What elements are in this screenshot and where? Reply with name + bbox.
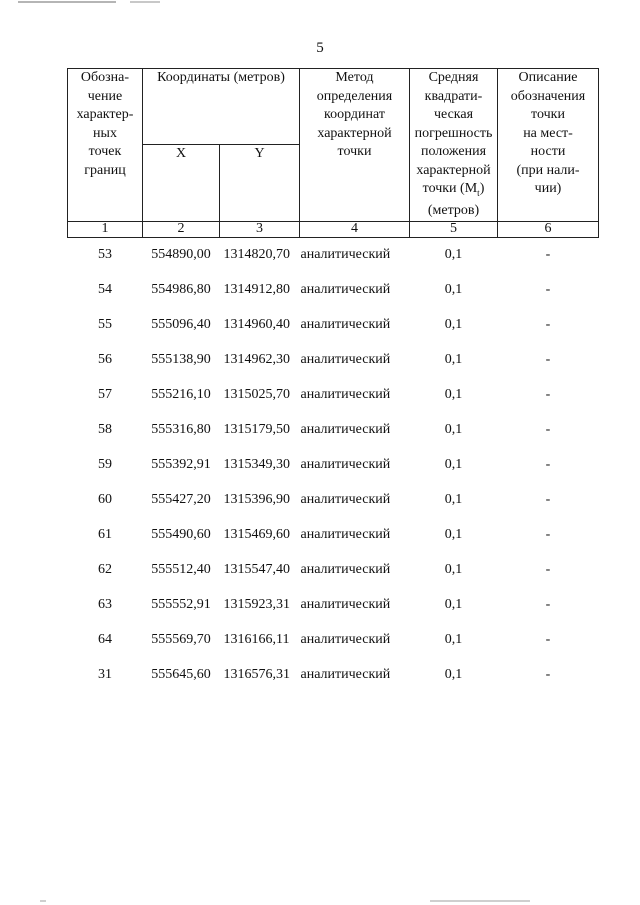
method-cell: аналитический [300,352,391,368]
method-cell: аналитический [300,527,391,543]
rms-error-cell: 0,1 [444,282,463,298]
rms-error-cell: 0,1 [444,527,463,543]
description-cell: - [545,247,551,263]
table-row [68,553,599,588]
description-cell: - [545,597,551,613]
coordinate-x: 555552,91 [151,597,211,613]
method-cell: аналитический [300,317,391,333]
method-cell: аналитический [300,492,391,508]
table-row [68,518,599,553]
header-method: Метод определения координат характерной точки [300,69,410,222]
header-x: X [143,145,220,221]
point-number: 54 [98,282,112,298]
method-cell: аналитический [300,422,391,438]
coordinate-y: 1316166,11 [223,632,290,648]
coordinate-y: 1314912,80 [223,282,290,298]
method-cell: аналитический [300,632,391,648]
header-rms-error: Средняя квадрати- ческая погрешность положения характерной точки $(M_t)$ (метров) [410,69,498,222]
rms-error-cell: 0,1 [444,632,463,648]
coordinate-x: 554890,00 [151,247,211,263]
coordinate-y: 1314962,30 [223,352,290,368]
description-cell: - [545,492,551,508]
coordinates-table [67,68,599,693]
coordinate-y: 1315179,50 [223,422,290,438]
rms-error-cell: 0,1 [444,492,463,508]
header-coordinates: Координаты (метров) [143,69,300,145]
table-row [68,343,599,378]
table-row [68,658,599,693]
coordinate-x: 555490,60 [151,527,211,543]
point-number: 56 [98,352,112,368]
header-point-designation: Обозна- чение характер- ных точек границ [68,69,143,222]
rms-error-cell: 0,1 [444,667,463,683]
rms-error-cell: 0,1 [444,247,463,263]
method-cell: аналитический [300,247,391,263]
coordinate-x: 555427,20 [151,492,211,508]
coordinate-y: 1315547,40 [223,562,290,578]
rms-error-cell: 0,1 [444,422,463,438]
description-cell: - [545,422,551,438]
coordinate-y: 1315923,31 [223,597,290,613]
table-row [68,588,599,623]
column-number: 3 [220,221,300,237]
point-number: 55 [98,317,112,333]
header-description: Описание обозначения точки на мест- ности (при нали- чии) [498,69,599,222]
table-row [68,237,599,273]
method-cell: аналитический [300,387,391,403]
description-cell: - [545,282,551,298]
coordinate-x: 555096,40 [151,317,211,333]
coordinate-x: 555216,10 [151,387,211,403]
method-cell: аналитический [300,562,391,578]
point-number: 62 [98,562,112,578]
table-row [68,623,599,658]
coordinate-y: 1316576,31 [223,667,290,683]
description-cell: - [545,352,551,368]
table-row [68,273,599,308]
coordinate-x: 555512,40 [151,562,211,578]
description-cell: - [545,387,551,403]
table-row [68,413,599,448]
column-number: 2 [143,221,220,237]
rms-error-cell: 0,1 [444,317,463,333]
coordinate-x: 554986,80 [151,282,211,298]
table-row [68,448,599,483]
coordinate-x: 555316,80 [151,422,211,438]
coordinate-y: 1314820,70 [223,247,290,263]
point-number: 59 [98,457,112,473]
column-number: 6 [498,221,599,237]
coordinate-y: 1315469,60 [223,527,290,543]
column-number: 1 [68,221,143,237]
scan-artifact-top [0,0,175,4]
point-number: 31 [98,667,112,683]
scan-artifact-bottom [0,900,640,903]
table-body [68,237,599,693]
coordinate-x: 555569,70 [151,632,211,648]
point-number: 63 [98,597,112,613]
coordinate-x: 555138,90 [151,352,211,368]
description-cell: - [545,527,551,543]
rms-error-cell: 0,1 [444,562,463,578]
coordinate-x: 555392,91 [151,457,211,473]
point-number: 53 [98,247,112,263]
method-cell: аналитический [300,282,391,298]
description-cell: - [545,632,551,648]
table-row [68,483,599,518]
coordinate-y: 1315396,90 [223,492,290,508]
method-cell: аналитический [300,597,391,613]
rms-error-cell: 0,1 [444,387,463,403]
description-cell: - [545,317,551,333]
point-number: 61 [98,527,112,543]
coordinate-y: 1315349,30 [223,457,290,473]
method-cell: аналитический [300,667,391,683]
description-cell: - [545,457,551,473]
point-number: 64 [98,632,112,648]
rms-error-cell: 0,1 [444,352,463,368]
method-cell: аналитический [300,457,391,473]
page-number: 5 [316,40,324,56]
table-row [68,378,599,413]
point-number: 58 [98,422,112,438]
coordinate-y: 1315025,70 [223,387,290,403]
table-row [68,308,599,343]
coordinate-y: 1314960,40 [223,317,290,333]
point-number: 60 [98,492,112,508]
rms-error-cell: 0,1 [444,597,463,613]
rms-error-cell: 0,1 [444,457,463,473]
column-number: 4 [300,221,410,237]
description-cell: - [545,562,551,578]
description-cell: - [545,667,551,683]
header-y: Y [220,145,300,221]
column-number: 5 [410,221,498,237]
coordinate-x: 555645,60 [151,667,211,683]
point-number: 57 [98,387,112,403]
